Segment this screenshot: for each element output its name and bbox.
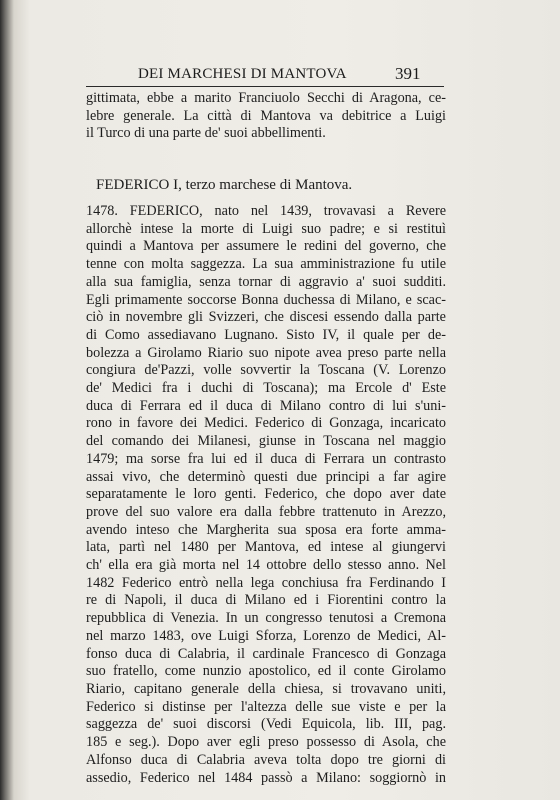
text-line: ciò in novembre gli Svizzeri, che discesi essendo dalla parte <box>86 309 446 326</box>
text-line: 1478. FEDERICO, nato nel 1439, trovavasi a Revere <box>86 203 446 219</box>
text-line: fonso duca di Calabria, il cardinale Francesco di Gonzaga <box>86 645 446 662</box>
section-title: FEDERICO I, terzo marchese di Mantova. <box>96 177 353 193</box>
text-line: Riario, capitano generale della chiesa, si trovavano uniti, <box>86 680 446 697</box>
text-line: Federico si distinse per l'altezza delle sue viste e per la <box>86 698 446 715</box>
text-line: quindi a Mantova per assumere le redini del governo, che <box>86 238 446 255</box>
text-line: repubblica di Venezia. In un congresso tenutosi a Cremona <box>86 610 446 627</box>
header-rule <box>86 86 444 87</box>
text-line: rono in favore dei Medici. Federico di Gonzaga, incaricato <box>86 415 446 432</box>
text-line: assai vivo, che determinò questi due principi a far agire <box>86 468 446 485</box>
text-line: allorchè intese la morte di Luigi suo padre; e si restituì <box>86 220 446 237</box>
text-line: congiura de'Pazzi, volle sovvertir la Toscana (V. Lorenzo <box>86 362 446 379</box>
intro-paragraph <box>86 90 446 143</box>
text-line: 1479; ma sorse fra lui ed il duca di Ferrara un contrasto <box>86 450 446 467</box>
text-line: lebre generale. La città di Mantova va debitrice a Luigi <box>86 107 446 124</box>
text-line: Egli primamente soccorse Bonna duchessa di Milano, e scac- <box>86 291 446 308</box>
running-header: DEI MARCHESI DI MANTOVA <box>138 66 347 82</box>
text-line: ch' ella era già morta nel 14 ottobre dello stesso anno. Nel <box>86 557 446 574</box>
text-line: tenne con molta saggezza. La sua amministrazione fu utile <box>86 256 446 273</box>
text-line: il Turco di una parte de' suoi abbellimenti. <box>86 125 326 142</box>
body-paragraph <box>86 203 446 787</box>
text-line: bolezza a Girolamo Riario suo nipote avea preso parte nella <box>86 344 446 361</box>
text-line: suo fratello, come nunzio apostolico, ed il conte Girolamo <box>86 663 446 680</box>
text-line: Alfonso duca di Calabria aveva tolta dopo tre giorni di <box>86 751 446 768</box>
text-line: del comando dei Milanesi, giunse in Toscana nel maggio <box>86 433 446 450</box>
text-line: 1482 Federico entrò nella lega conchiusa fra Ferdinando I <box>86 574 446 591</box>
text-line: assedio, Federico nel 1484 passò a Milano: soggiornò in <box>86 769 446 786</box>
text-line: lata, partì nel 1480 per Mantova, ed intese al giungervi <box>86 539 446 556</box>
text-line: gittimata, ebbe a marito Franciuolo Secchi di Aragona, ce- <box>86 90 446 106</box>
text-line: 185 e seg.). Dopo aver egli preso possesso di Asola, che <box>86 734 446 751</box>
page-number: 391 <box>395 64 421 83</box>
text-line: saggezza de' suoi discorsi (Vedi Equicola, lib. III, pag. <box>86 716 446 733</box>
text-line: prove del suo valore era dalla febbre trattenuto in Arezzo, <box>86 503 446 520</box>
text-line: re di Napoli, il duca di Milano ed i Fiorentini contro la <box>86 592 446 609</box>
text-line: de' Medici fra i duchi di Toscana); ma Ercole d' Este <box>86 380 446 397</box>
text-line: di Como assediavano Lugnano. Sisto IV, il quale per de- <box>86 326 446 343</box>
text-line: separatamente le loro genti. Federico, che dopo aver date <box>86 486 446 503</box>
text-line: nel marzo 1483, ove Luigi Sforza, Lorenzo de Medici, Al- <box>86 627 446 644</box>
text-line: alla sua famiglia, senza tornar di aggravio a' suoi sudditi. <box>86 273 446 290</box>
text-line: avendo inteso che Margherita sua sposa era forte amma- <box>86 521 446 538</box>
text-line: duca di Ferrara ed il duca di Milano contro di lui s'uni- <box>86 397 446 414</box>
